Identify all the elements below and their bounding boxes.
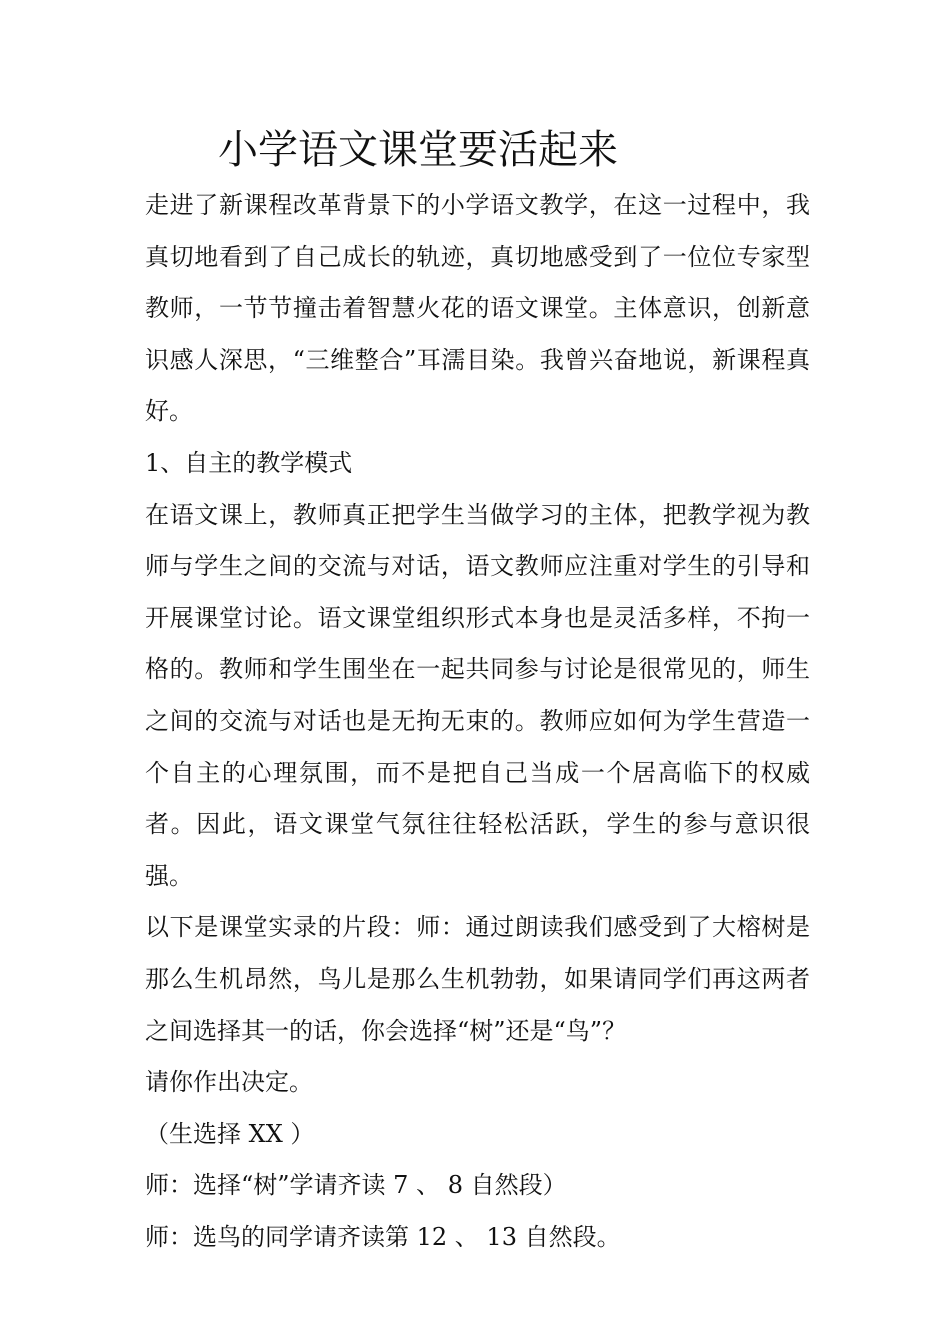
paragraph-intro: 走进了新课程改革背景下的小学语文教学，在这一过程中，我真切地看到了自己成长的轨迹，真切地感受到了一位位专家型教师，一节节撞击着智慧火花的语文课堂。主体意识，创新意识感人深思，“三维整合”耳濡目染。我曾兴奋地说，新课程真好。 [145, 191, 810, 426]
paragraph-teacher-tree: 师：选择“树”学请齐读 7 、 8 自然段） [145, 1171, 567, 1200]
paragraph-teacher-bird: 师：选鸟的同学请齐读第 12 、 13 自然段。 [145, 1222, 621, 1251]
paragraph-student-choice: （生选择 XX ） [145, 1119, 315, 1148]
paragraph-decision: 请你作出决定。 [145, 1068, 313, 1097]
document-title: 小学语文课堂要活起来 [218, 127, 618, 173]
document-body [145, 180, 810, 1263]
paragraph-classroom-record: 以下是课堂实录的片段：师：通过朗读我们感受到了大榕树是那么生机昂然，鸟儿是那么生机勃勃，如果请同学们再这两者之间选择其一的话，你会选择“树”还是“鸟”？ [145, 913, 810, 1045]
paragraph-autonomy: 在语文课上，教师真正把学生当做学习的主体，把教学视为教师与学生之间的交流与对话，语文教师应注重对学生的引导和开展课堂讨论。语文课堂组织形式本身也是灵活多样，不拘一格的。教师和学生围坐在一起共同参与讨论是很常见的，师生之间的交流与对话也是无拘无束的。教师应如何为学生营造一个自主的心理氛围，而不是把自己当成一个居高临下的权威者。因此，语文课堂气氛往往轻松活跃，学生的参与意识很强。 [145, 500, 810, 890]
section-heading-1: 1、自主的教学模式 [145, 448, 353, 477]
